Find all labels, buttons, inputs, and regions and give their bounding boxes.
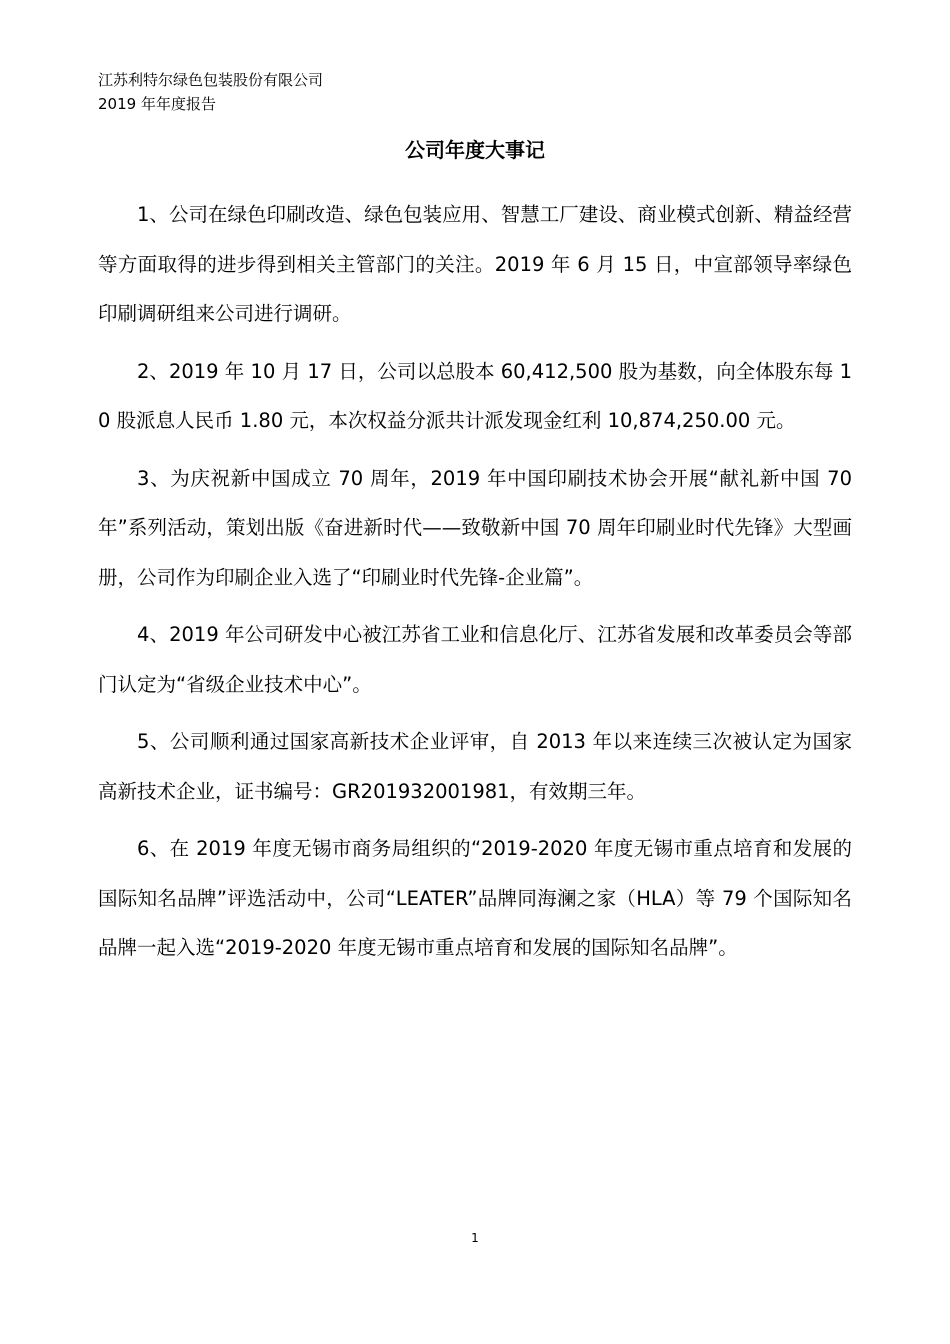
- event-paragraph-4: 4、2019 年公司研发中心被江苏省工业和信息化厅、江苏省发展和改革委员会等部门认定为“省级企业技术中心”。: [98, 623, 852, 696]
- company-name: 江苏利特尔绿色包装股份有限公司: [98, 71, 324, 89]
- page-title: 公司年度大事记: [405, 138, 545, 162]
- page-number: 1: [471, 1231, 479, 1245]
- event-paragraph-3: 3、为庆祝新中国成立 70 周年，2019 年中国印刷技术协会开展“献礼新中国 70 年”系列活动，策划出版《奋进新时代——致敬新中国 70 周年印刷业时代先锋》大型画册，公司作为印刷企业入选了“印刷业时代先锋-企业篇”。: [98, 466, 852, 589]
- events-list: [98, 190, 852, 981]
- event-paragraph-1: 1、公司在绿色印刷改造、绿色包装应用、智慧工厂建设、商业模式创新、精益经营等方面取得的进步得到相关主管部门的关注。2019 年 6 月 15 日，中宣部领导率绿色印刷调研组来公司进行调研。: [98, 203, 852, 325]
- page-header: [98, 68, 323, 116]
- event-paragraph-5: 5、公司顺利通过国家高新技术企业评审，自 2013 年以来连续三次被认定为国家高新技术企业，证书编号：GR201932001981，有效期三年。: [98, 730, 852, 803]
- report-title: 2019 年年度报告: [98, 95, 216, 113]
- event-paragraph-2: 2、2019 年 10 月 17 日，公司以总股本 60,412,500 股为基数，向全体股东每 10 股派息人民币 1.80 元，本次权益分派共计派发现金红利 10,874,250.00 元。: [98, 359, 852, 432]
- event-paragraph-6: 6、在 2019 年度无锡市商务局组织的“2019-2020 年度无锡市重点培育和发展的国际知名品牌”评选活动中，公司“LEATER”品牌同海澜之家（HLA）等 79 个国际知名品牌一起入选“2019-2020 年度无锡市重点培育和发展的国际知名品牌”。: [98, 837, 852, 959]
